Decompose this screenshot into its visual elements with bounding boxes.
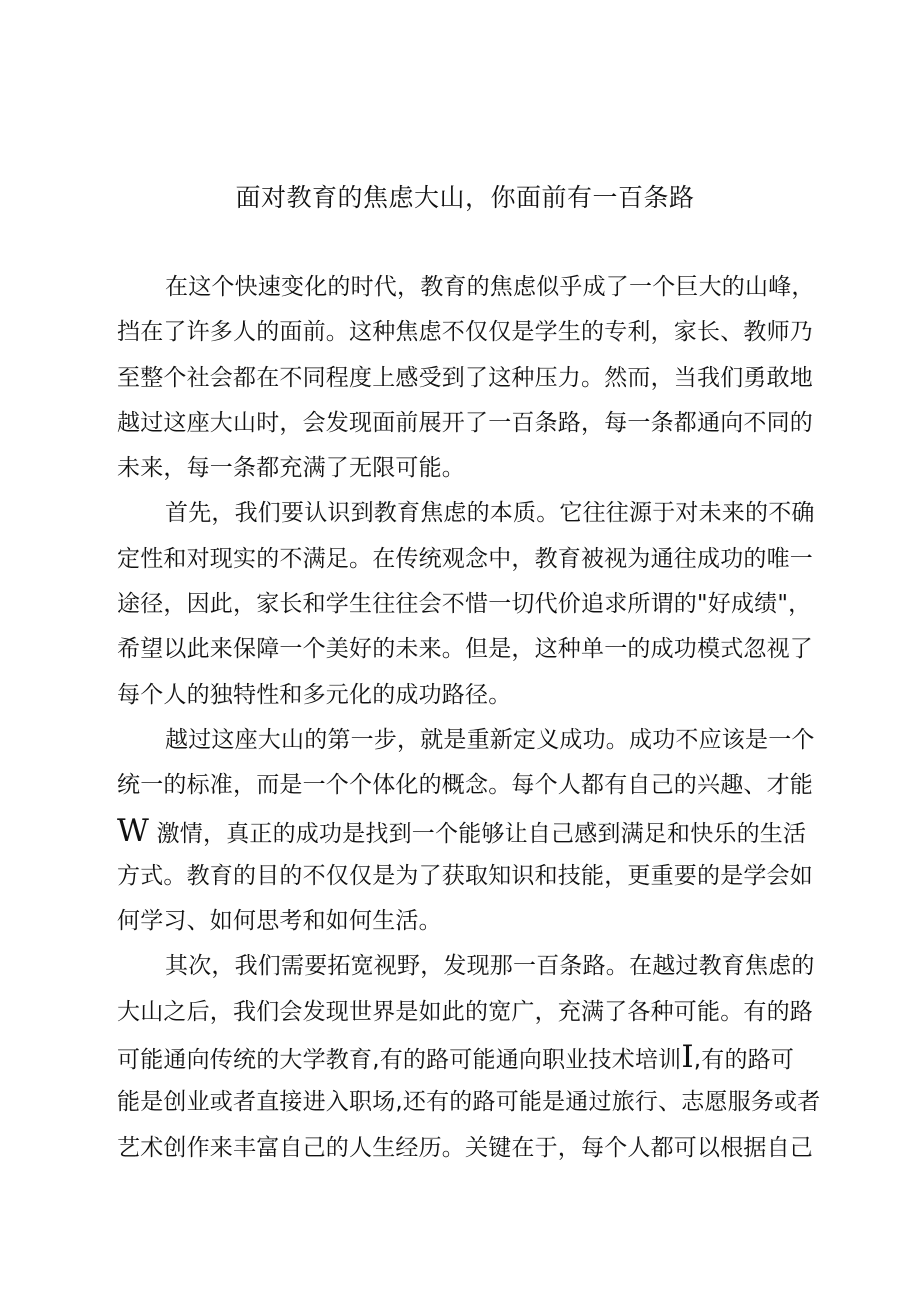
document-title: 面对教育的焦虑大山，你面前有一百条路 xyxy=(235,183,695,212)
paragraph-4-line-3 xyxy=(117,1035,817,1080)
paragraph-1-line-5: 未来，每一条都充满了无限可能。 xyxy=(117,455,465,482)
paragraph-4-line-5: 艺术创作来丰富自己的人生经历。关键在于，每个人都可以根据自己 xyxy=(117,1134,813,1161)
document-body xyxy=(117,265,821,1171)
paragraph-3-line-2: 统一的标准，而是一个个体化的概念。每个人都有自己的兴趣、才能 xyxy=(117,772,813,799)
paragraph-2-line-3: 途径，因此，家长和学生往往会不惜一切代价追求所谓的"好成绩"， xyxy=(117,591,812,618)
paragraph-3-line-5: 何学习、如何思考和如何生活。 xyxy=(117,908,442,935)
paragraph-4-line-3-tail: ,有的路可 xyxy=(693,1047,795,1074)
paragraph-3-line-1: 越过这座大山的第一步，就是重新定义成功。成功不应该是一个 xyxy=(165,726,815,753)
paragraph-3-line-3-text: 激情，真正的成功是找到一个能够让自己感到满足和快乐的生活 xyxy=(156,820,807,847)
paragraph-4-line-3-text: 可能通向传统的大学教育,有的路可能通向职业技术培训 xyxy=(117,1047,682,1074)
paragraph-4-line-1: 其次，我们需要拓宽视野，发现那一百条路。在越过教育焦虑的 xyxy=(165,953,815,980)
paragraph-1-line-4: 越过这座大山时，会发现面前展开了一百条路，每一条都通向不同的 xyxy=(117,409,813,436)
paragraph-2-line-4: 希望以此来保障一个美好的未来。但是，这种单一的成功模式忽视了 xyxy=(117,636,813,663)
paragraph-4-line-4: 能是创业或者直接进入职场,还有的路可能是通过旅行、志愿服务或者 xyxy=(117,1089,821,1116)
paragraph-2-line-2: 定性和对现实的不满足。在传统观念中，教育被视为通往成功的唯一 xyxy=(117,545,813,572)
paragraph-1-line-1: 在这个快速变化的时代，教育的焦虑似乎成了一个巨大的山峰， xyxy=(165,274,815,300)
paragraph-4-line-2: 大山之后，我们会发现世界是如此的宽广，充满了各种可能。有的路 xyxy=(117,998,813,1025)
paragraph-2-line-1: 首先，我们要认识到教育焦虑的本质。它往往源于对未来的不确 xyxy=(165,500,815,527)
paragraph-2-line-5: 每个人的独特性和多元化的成功路径。 xyxy=(117,681,512,708)
stray-glyph-i: I xyxy=(681,1039,694,1076)
paragraph-3-line-3 xyxy=(117,809,817,854)
paragraph-1-line-3: 至整个社会都在不同程度上感受到了这种压力。然而，当我们勇敢地 xyxy=(117,364,813,391)
paragraph-1-line-2: 挡在了许多人的面前。这种焦虑不仅仅是学生的专利，家长、教师乃 xyxy=(117,319,813,346)
stray-glyph-w: W xyxy=(117,812,150,849)
paragraph-3-line-4: 方式。教育的目的不仅仅是为了获取知识和技能，更重要的是学会如 xyxy=(117,862,813,889)
